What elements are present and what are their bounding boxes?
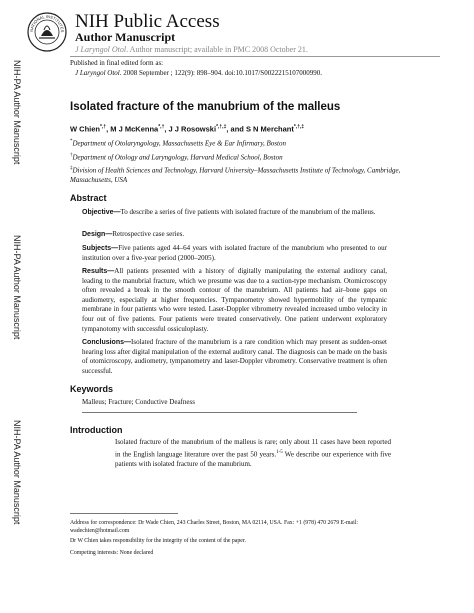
introduction-body-cont: We describe our experience with five patients with isolated fracture of the manubrium.: [115, 449, 391, 468]
article-title: Isolated fracture of the manubrium of the malleus: [70, 101, 341, 113]
affiliation-mark: ‡: [70, 166, 73, 171]
brand-subtitle: Author Manuscript: [75, 30, 176, 44]
header-divider: [70, 56, 440, 57]
affiliation-text: Division of Health Sciences and Technology, Harvard University–Massachusetts Institute of Technology, Cambridge, Massachusetts, USA: [70, 166, 401, 185]
author-marks: *,†: [158, 124, 165, 130]
abstract-heading: Abstract: [70, 193, 107, 203]
author-separator: ,: [106, 124, 111, 134]
abstract-results: [82, 267, 387, 334]
nih-seal-logo: [27, 12, 67, 52]
abstract-design: [82, 230, 387, 240]
abstract-subjects: [82, 244, 387, 263]
reference-mark[interactable]: 1-5: [276, 449, 283, 455]
affiliation-mark: *: [70, 139, 73, 144]
affiliation: [70, 151, 415, 162]
author-name: W Chien: [70, 124, 100, 134]
publication-citation: [75, 69, 322, 78]
publication-journal: J Laryngol Otol: [75, 69, 120, 77]
author-name: J J Rosowski: [168, 124, 217, 134]
author-separator: ,: [164, 124, 169, 134]
header-citation-journal: J Laryngol Otol: [75, 45, 127, 54]
keywords-heading: Keywords: [70, 384, 114, 394]
abstract-text: Isolated fracture of the manubrium is a rare condition which may present as sudden-onset hearing loss after digital manipulation of the external auditory canal. The diagnosis can be made on the basis of otomicroscopy, audiometry, tympanometry and laser-Doppler vibrometry. Conservative treatment is often successful.: [82, 338, 387, 375]
affiliation-text: Department of Otology and Laryngology, Harvard Medical School, Boston: [72, 153, 283, 162]
publication-note: Published in final edited form as:: [70, 59, 164, 67]
header-citation: [75, 45, 308, 55]
abstract-objective: [82, 208, 387, 218]
footnote-correspondence: Address for correspondence: Dr Wade Chien, 243 Charles Street, Boston, MA 02114, USA. Fax: +1 (978) 470 2679 E-mail: wadechien@hotmail.com: [70, 520, 358, 534]
publication-details: . 2008 September ; 122(9): 898–904. doi:10.1017/S0022215107000990.: [119, 69, 322, 77]
keywords-text: Malleus; Fracture; Conductive Deafness: [82, 398, 195, 406]
affiliation-mark: †: [70, 153, 73, 158]
side-label-2: NIH-PA Author Manuscript: [12, 235, 22, 340]
author-name: M J McKenna: [110, 124, 159, 134]
introduction-heading: Introduction: [70, 425, 123, 435]
affiliation: [70, 137, 415, 148]
side-label-3: NIH-PA Author Manuscript: [12, 420, 22, 525]
footnote-divider: [70, 513, 178, 514]
author-marks: *,†,‡: [216, 124, 227, 130]
introduction-body: Isolated fracture of the manubrium of the malleus is rare; only about 11 cases have been reported in the English language literature over the past 50 years.: [115, 438, 391, 458]
header-citation-rest: . Author manuscript; available in PMC 2008 October 21.: [126, 45, 308, 54]
introduction-text: [115, 438, 391, 469]
abstract-text: All patients presented with a history of digitally manipulating the external auditory canal, leading to the manubrial fracture, which we presume was due to a suction-type mechanism. Otomicroscopy often revealed a break in the smooth contour of the manubrium. All patients had air–bone gaps on audiometry, especially at higher frequencies. Tympanometry showed hypermobility of the tympanic membrane in four patients who were tested. Laser-Doppler vibrometry revealed increased umbo velocity in four out of five patients. Four patients were treated conservatively. One patient underwent exploratory tympanotomy with successful ossiculoplasty.: [82, 267, 387, 333]
svg-text:NATIONAL INSTITUTES OF HEALTH: NATIONAL INSTITUTES: [28, 13, 66, 33]
abstract-label: Design—: [82, 231, 113, 238]
footnote-responsibility: Dr W Chien takes responsibility for the integrity of the content of the paper.: [70, 538, 246, 544]
abstract-text: Retrospective case series.: [112, 230, 185, 238]
author-list: [70, 124, 304, 134]
abstract-conclusions: [82, 338, 387, 376]
author-marks: *,†: [100, 124, 107, 130]
abstract-label: Results—: [82, 268, 115, 275]
brand-title: NIH Public Access: [75, 11, 220, 32]
keywords-divider: [82, 412, 357, 413]
author-marks: *,†,‡: [293, 124, 305, 130]
abstract-label: Subjects—: [82, 245, 119, 252]
abstract-text: To describe a series of five patients with isolated fracture of the manubrium of the malleus.: [120, 208, 376, 216]
author-separator: , and: [226, 124, 246, 134]
author-name: S N Merchant: [245, 124, 294, 134]
abstract-label: Objective—: [82, 209, 121, 216]
affiliation-text: Department of Otolaryngology, Massachusetts Eye & Ear Infirmary, Boston: [72, 139, 286, 148]
affiliation: [70, 164, 415, 185]
abstract-text: Five patients aged 44–64 years with isolated fracture of the manubrium who presented to our institution over a five-year period (2000–2005).: [82, 244, 387, 262]
side-label-1: NIH-PA Author Manuscript: [12, 60, 22, 165]
footnote-competing-interests: Competing interests: None declared: [70, 550, 154, 556]
abstract-label: Conclusions—: [82, 339, 132, 346]
